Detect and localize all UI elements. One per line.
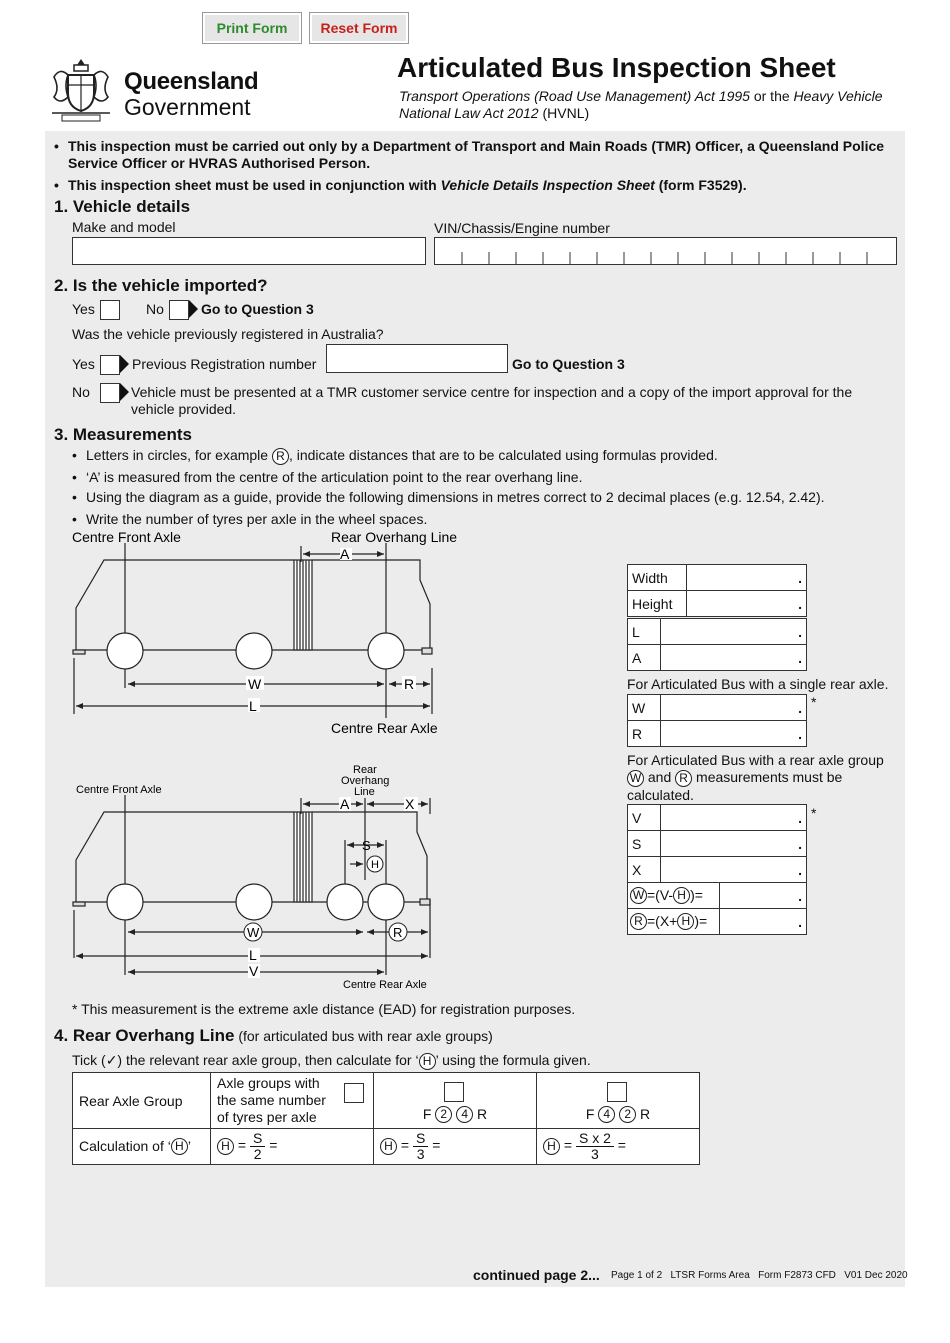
registered-no-checkbox[interactable] [100, 383, 120, 403]
registered-question: Was the vehicle previously registered in Australia? [72, 326, 384, 342]
centre-rear-axle-label: Centre Rear Axle [331, 720, 438, 736]
svg-text:Centre Rear Axle: Centre Rear Axle [343, 979, 427, 991]
svg-text:Centre Front Axle: Centre Front Axle [76, 784, 162, 796]
svg-text:Rear: Rear [353, 764, 377, 776]
arrow-right-icon [120, 383, 129, 401]
section-4-instruction: Tick (✓) the relevant rear axle group, then calculate for ‘ H ’ using the formula given. [72, 1052, 591, 1068]
svg-text:Overhang: Overhang [341, 775, 390, 787]
svg-text:L: L [249, 947, 257, 963]
f2-4r-checkbox[interactable] [444, 1082, 464, 1102]
vin-label: VIN/Chassis/Engine number [434, 220, 610, 236]
svg-text:W: W [248, 676, 262, 692]
section-2-heading: 2. Is the vehicle imported? [54, 276, 268, 295]
reset-form-button[interactable]: Reset Form [309, 12, 409, 44]
section-3-heading: 3. Measurements [54, 425, 192, 444]
measurement-table-1b: L . A . [627, 618, 807, 671]
bus-diagram-axle-group [60, 760, 480, 995]
height-input[interactable]: . [687, 591, 807, 617]
arrow-right-icon [120, 355, 129, 373]
W-formula-label: W =(V- H )= [628, 883, 720, 909]
meas-bullet-2: ‘A’ is measured from the centre of the articulation point to the rear overhang line. [86, 469, 583, 485]
goto-question-3-label: Go to Question 3 [201, 301, 314, 317]
svg-text:S: S [362, 838, 371, 853]
W-group-input[interactable]: . [720, 883, 807, 909]
X-input[interactable]: . [661, 857, 807, 883]
goto-question-3-label-2: Go to Question 3 [512, 356, 625, 372]
footer-meta: Page 1 of 2 LTSR Forms Area Form F2873 CFD V01 Dec 2020 [611, 1270, 908, 1281]
axle-group-note: For Articulated Bus with a rear axle group W and R measurements must be calculated. [627, 752, 884, 803]
meas-bullet-3: Using the diagram as a guide, provide the following dimensions in metres correct to 2 decimal places (e.g. 12.54, 2.42). [86, 489, 825, 505]
svg-text:R: R [393, 925, 403, 940]
arrow-right-icon [189, 300, 198, 318]
svg-text:V: V [249, 963, 259, 979]
calc-h-label: Calculation of ‘ H ’ [73, 1129, 211, 1165]
rear-overhang-line-label: Rear Overhang Line [331, 529, 458, 545]
svg-text:R: R [404, 676, 415, 692]
svg-text:W: W [247, 925, 260, 940]
svg-text:L: L [249, 698, 257, 714]
f4-2r-checkbox[interactable] [607, 1082, 627, 1102]
imported-yes-label: Yes [72, 301, 95, 317]
calc-h-f4-2r[interactable]: H = $\frac{\text{S x 2}}{3}$ = [537, 1129, 700, 1165]
imported-yes-checkbox[interactable] [100, 300, 120, 320]
W-single-input[interactable]: . [661, 695, 807, 721]
S-input[interactable]: . [661, 831, 807, 857]
intro-bullet-1: This inspection must be carried out only by a Department of Transport and Main Roads (TMR) Officer, a Queensland Police Service Officer or HVRAS Authorised Person. [68, 138, 885, 171]
registered-yes-label: Yes [72, 356, 95, 372]
make-model-input[interactable] [72, 237, 426, 265]
width-input[interactable]: . [687, 565, 807, 591]
registered-yes-checkbox[interactable] [100, 355, 120, 375]
meas-bullet-4: Write the number of tyres per axle in the wheel spaces. [86, 511, 428, 527]
logo-queensland: Queensland [124, 68, 259, 95]
bus-diagram-single-axle [60, 528, 480, 740]
prev-reg-label: Previous Registration number [132, 356, 317, 372]
meas-bullet-1: Letters in circles, for example R , indicate distances that are to be calculated using formulas provided. [86, 447, 718, 463]
page-title: Articulated Bus Inspection Sheet [397, 52, 836, 83]
calc-h-f2-4r[interactable]: H = $\frac{S}{3}$ = [374, 1129, 537, 1165]
continued-label: continued page 2... [473, 1267, 600, 1283]
V-input[interactable]: . [661, 805, 807, 831]
single-axle-note: For Articulated Bus with a single rear axle. [627, 676, 889, 692]
registered-no-text: Vehicle must be presented at a TMR customer service centre for inspection and a copy of the import approval for the vehicle provided. [131, 384, 853, 417]
centre-front-axle-label: Centre Front Axle [72, 529, 181, 545]
svg-text:H: H [371, 859, 379, 871]
calc-h-same[interactable]: H = $\frac{S}{2}$ = [211, 1129, 374, 1165]
vin-input[interactable] [434, 237, 897, 265]
measurement-table-1: Width . Height . [627, 564, 807, 617]
A-input[interactable]: . [661, 645, 807, 671]
ead-note: * This measurement is the extreme axle distance (EAD) for registration purposes. [72, 1001, 576, 1017]
svg-text:X: X [405, 796, 415, 812]
R-group-input[interactable]: . [720, 909, 807, 935]
rear-axle-group-table: Rear Axle Group Axle groups with the same number of tyres per axle F 2 4 R F 4 2 R Calculation of ‘ H ’ H = $\frac{S}{2}$ = H = $\frac{S}{3}$ = H = $\frac{\text{S x 2}}{3}$ = [72, 1072, 700, 1165]
measurement-table-2: W . R . [627, 694, 807, 747]
svg-text:Line: Line [354, 786, 375, 798]
coat-of-arms-icon [44, 55, 118, 125]
prev-reg-input[interactable] [326, 344, 508, 373]
intro-bullet-2: This inspection sheet must be used in conjunction with Vehicle Details Inspection Sheet (form F3529). [68, 177, 747, 193]
vin-char-boxes [435, 238, 896, 264]
imported-no-checkbox[interactable] [169, 300, 189, 320]
print-form-button[interactable]: Print Form [202, 12, 302, 44]
R-formula-label: R =(X+ H )= [628, 909, 720, 935]
registered-no-label: No [72, 384, 90, 400]
section-1-heading: 1. Vehicle details [54, 197, 191, 216]
make-model-label: Make and model [72, 219, 176, 235]
measurement-table-3: V . S . X . W =(V- H )= . R =(X+ H )= . [627, 804, 807, 935]
svg-text:A: A [340, 546, 350, 562]
same-tyres-checkbox[interactable] [344, 1083, 364, 1103]
section-4-heading: 4. Rear Overhang Line (for articulated bus with rear axle groups) [54, 1026, 493, 1045]
R-single-input[interactable]: . [661, 721, 807, 747]
logo-government: Government [124, 94, 251, 120]
L-input[interactable]: . [661, 619, 807, 645]
page-subtitle: Transport Operations (Road Use Management) Act 1995 or the Heavy Vehicle National Law Act 2012 (HVNL) [399, 88, 883, 121]
svg-text:A: A [340, 796, 350, 812]
imported-no-label: No [146, 301, 164, 317]
